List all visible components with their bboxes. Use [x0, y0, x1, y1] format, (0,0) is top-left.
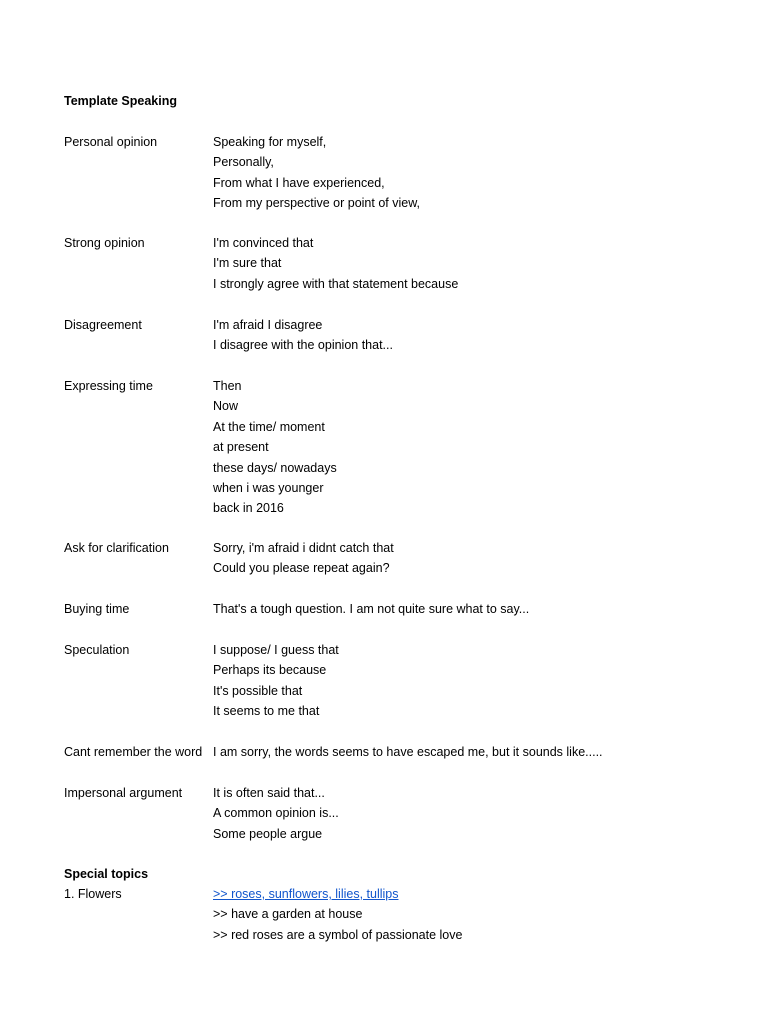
topic-label: 1. Flowers [64, 887, 122, 901]
phrase: I strongly agree with that statement because [213, 276, 459, 291]
section-label: Speculation [64, 643, 130, 657]
phrase-list [213, 783, 743, 844]
document-title: Template Speaking [64, 94, 177, 108]
phrase-list [213, 742, 743, 762]
section-label: Expressing time [64, 379, 153, 393]
phrase: Personally, [213, 155, 274, 170]
phrase: It is often said that... [213, 786, 325, 800]
phrase-list [213, 376, 743, 519]
phrase-list [213, 640, 743, 722]
phrase: back in 2016 [213, 501, 284, 516]
phrase: I'm convinced that [213, 236, 314, 250]
phrase: From my perspective or point of view, [213, 196, 421, 211]
phrase: Now [213, 399, 239, 414]
phrase: It seems to me that [213, 704, 320, 719]
phrase: A common opinion is... [213, 806, 339, 821]
special-topics-heading: Special topics [64, 867, 149, 881]
phrase-list [213, 132, 743, 214]
phrase: >> red roses are a symbol of passionate love [213, 927, 463, 942]
section-label: Disagreement [64, 318, 142, 332]
phrase: From what I have experienced, [213, 175, 385, 190]
section-label: Cant remember the word [64, 745, 203, 759]
phrase: Some people argue [213, 826, 323, 841]
phrase: at present [213, 440, 269, 455]
phrase: I suppose/ I guess that [213, 643, 339, 657]
section-label: Buying time [64, 602, 130, 616]
phrase: That's a tough question. I am not quite sure what to say... [213, 602, 530, 616]
section-label: Personal opinion [64, 135, 158, 149]
phrase: I am sorry, the words seems to have escaped me, but it sounds like..... [213, 745, 603, 759]
phrase: Could you please repeat again? [213, 561, 390, 576]
section-label: Strong opinion [64, 236, 145, 250]
topic-link[interactable]: >> roses, sunflowers, lilies, tullips [213, 887, 399, 901]
phrase: when i was younger [213, 481, 324, 496]
phrase: Speaking for myself, [213, 135, 327, 149]
section-label: Ask for clarification [64, 541, 169, 555]
phrase: I'm sure that [213, 256, 282, 271]
phrase: Sorry, i'm afraid i didnt catch that [213, 541, 394, 555]
phrase: Perhaps its because [213, 663, 327, 678]
phrase-list [213, 599, 743, 619]
phrase: It's possible that [213, 683, 303, 698]
phrase-list [213, 233, 743, 294]
section-label: Impersonal argument [64, 786, 183, 800]
phrase-list [213, 315, 743, 356]
phrase: I'm afraid I disagree [213, 318, 323, 332]
phrase: these days/ nowadays [213, 460, 337, 475]
phrase: Then [213, 379, 242, 393]
phrase-list [213, 538, 743, 579]
phrase-list [213, 884, 743, 945]
phrase: At the time/ moment [213, 419, 325, 434]
phrase: >> have a garden at house [213, 907, 363, 922]
phrase: I disagree with the opinion that... [213, 338, 393, 353]
